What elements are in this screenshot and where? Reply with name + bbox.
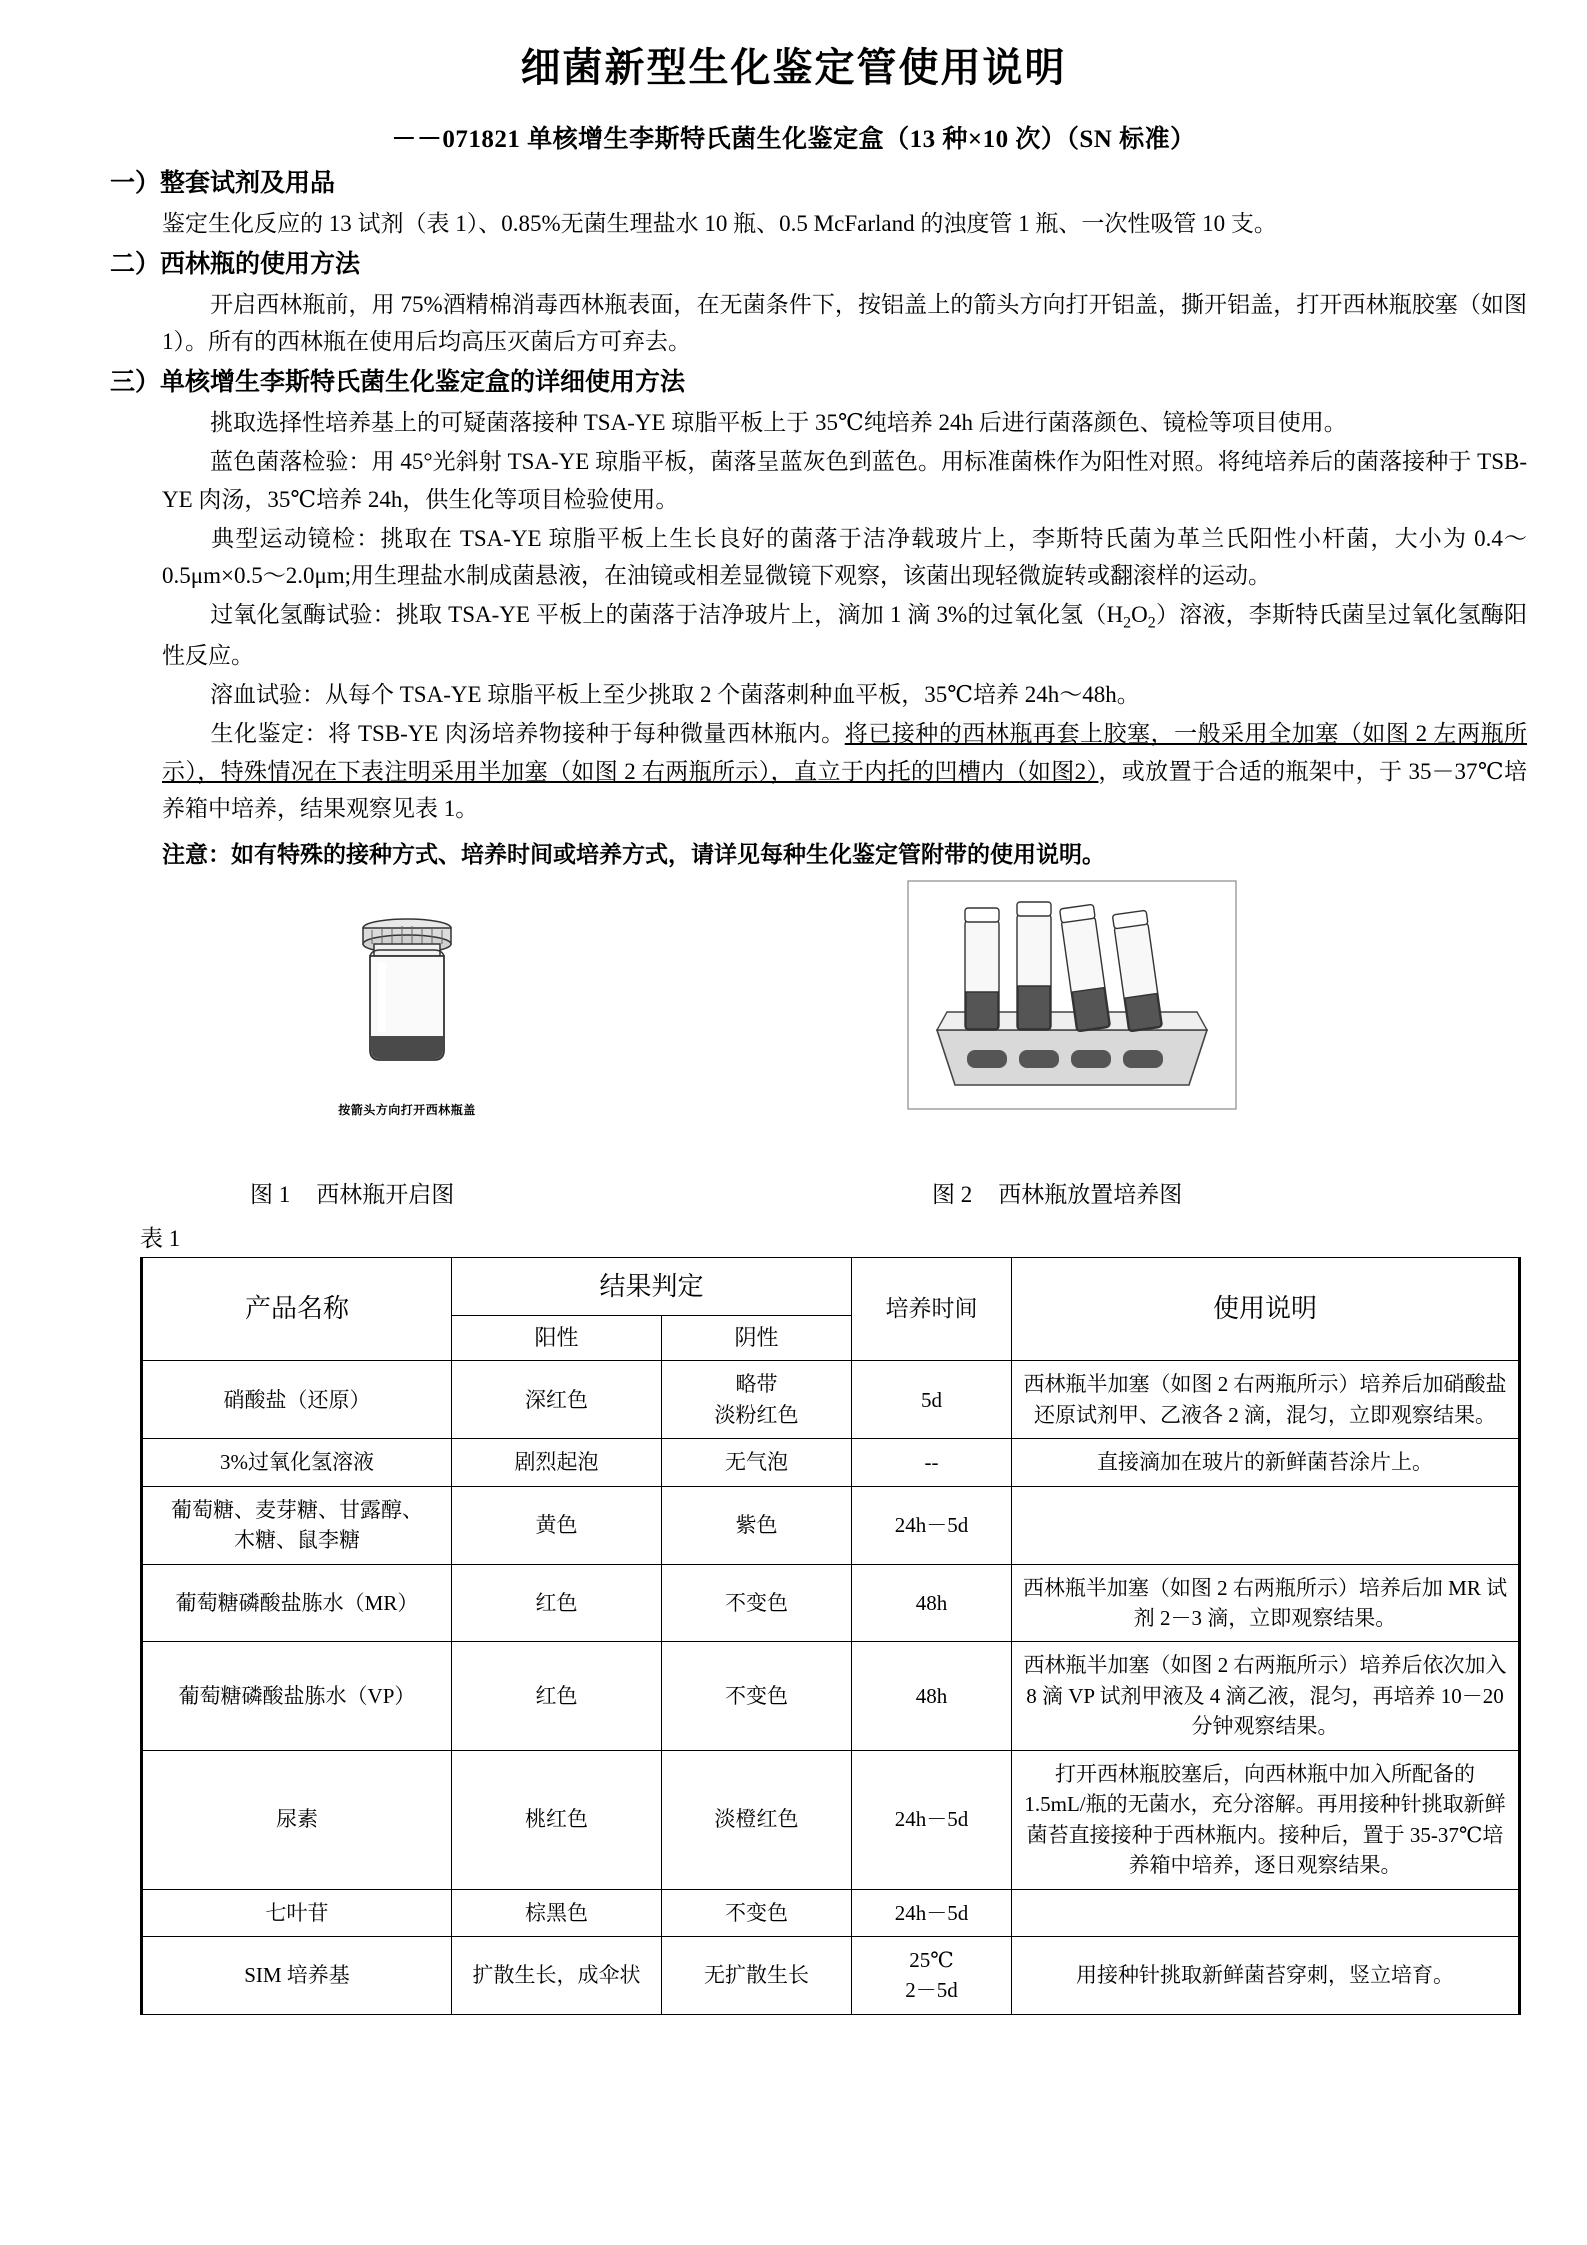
cell-negative: 无气泡 — [662, 1439, 852, 1486]
cell-product: 葡萄糖磷酸盐胨水（VP） — [142, 1642, 452, 1750]
cell-usage: 直接滴加在玻片的新鲜菌苔涂片上。 — [1012, 1439, 1520, 1486]
table-label: 表 1 — [140, 1225, 181, 1251]
figures-row — [52, 900, 1535, 1170]
header-result: 结果判定 — [452, 1257, 852, 1316]
note-text: 如有特殊的接种方式、培养时间或培养方式，请详见每种生化鉴定管附带的使用说明。 — [231, 842, 1105, 867]
cell-positive: 黄色 — [452, 1486, 662, 1564]
cell-time: 5d — [852, 1361, 1012, 1439]
cell-product: 葡萄糖磷酸盐胨水（MR） — [142, 1564, 452, 1642]
cell-positive: 红色 — [452, 1642, 662, 1750]
vial-rack-illustration — [907, 880, 1237, 1110]
table-row — [142, 1486, 1520, 1564]
cell-usage — [1012, 1889, 1520, 1936]
paragraph-5: 典型运动镜检：挑取在 TSA-YE 琼脂平板上生长良好的菌落于洁净载玻片上，李斯特氏菌为革兰氏阳性小杆菌，大小为 0.4～0.5μm×0.5～2.0μm;用生理盐水制成菌悬液，在油镜或相差显微镜下观察，该菌出现轻微旋转或翻滚样的运动。 — [162, 525, 1527, 588]
results-table — [140, 1257, 1521, 2015]
section-heading-1: 一）整套试剂及用品 — [110, 170, 336, 197]
cell-positive: 桃红色 — [452, 1750, 662, 1889]
cell-negative: 略带 淡粉红色 — [662, 1361, 852, 1439]
figure-2-caption: 图 2 西林瓶放置培养图 — [932, 1181, 1183, 1207]
header-positive: 阳性 — [452, 1316, 662, 1361]
cell-negative: 紫色 — [662, 1486, 852, 1564]
cell-usage: 西林瓶半加塞（如图 2 右两瓶所示）培养后加 MR 试剂 2－3 滴，立即观察结果。 — [1012, 1564, 1520, 1642]
header-product: 产品名称 — [142, 1257, 452, 1361]
cell-time: 48h — [852, 1642, 1012, 1750]
cell-product: 硝酸盐（还原） — [142, 1361, 452, 1439]
cell-negative: 不变色 — [662, 1889, 852, 1936]
cell-product: SIM 培养基 — [142, 1936, 452, 2014]
cell-positive: 扩散生长，成伞状 — [452, 1936, 662, 2014]
cell-positive: 红色 — [452, 1564, 662, 1642]
header-time: 培养时间 — [852, 1257, 1012, 1361]
cell-usage: 西林瓶半加塞（如图 2 右两瓶所示）培养后加硝酸盐还原试剂甲、乙液各 2 滴，混匀，立即观察结果。 — [1012, 1361, 1520, 1439]
paragraph-2: 开启西林瓶前，用 75%酒精棉消毒西林瓶表面，在无菌条件下，按铝盖上的箭头方向打开铝盖，撕开铝盖，打开西林瓶胶塞（如图 1）。所有的西林瓶在使用后均高压灭菌后方可弃去。 — [162, 291, 1527, 354]
table-body — [142, 1361, 1520, 2014]
section-heading-3: 三）单核增生李斯特氏菌生化鉴定盒的详细使用方法 — [110, 369, 686, 397]
paragraph-8: 生化鉴定：将 TSB-YE 肉汤培养物接种于每种微量西林瓶内。将已接种的西林瓶再套上胶塞，一般采用全加塞（如图 2 左两瓶所示），特殊情况在下表注明采用半加塞（如图 2 右两瓶所示），直立于内托的凹槽内（如图2），或放置于合适的瓶架中，于 35－37℃培养箱中培养，结果观察见表 1。 — [162, 721, 1528, 821]
cell-negative: 不变色 — [662, 1642, 852, 1750]
cell-negative: 淡橙红色 — [662, 1750, 852, 1889]
page-title: 细菌新型生化鉴定管使用说明 — [520, 46, 1067, 90]
cell-product: 七叶苷 — [142, 1889, 452, 1936]
table-row — [142, 1642, 1520, 1750]
cell-usage: 用接种针挑取新鲜菌苔穿刺，竖立培育。 — [1012, 1936, 1520, 2014]
header-negative: 阴性 — [662, 1316, 852, 1361]
table-header-row-1 — [142, 1257, 1520, 1316]
figure-captions — [52, 1176, 1535, 1218]
cell-time: 24h－5d — [852, 1486, 1012, 1564]
table-head — [142, 1257, 1520, 1361]
cell-positive: 剧烈起泡 — [452, 1439, 662, 1486]
cell-time: 48h — [852, 1564, 1012, 1642]
table-row — [142, 1564, 1520, 1642]
table-row — [142, 1936, 1520, 2014]
paragraph-4: 蓝色菌落检验：用 45°光斜射 TSA-YE 琼脂平板，菌落呈蓝灰色到蓝色。用标准菌株作为阳性对照。将纯培养后的菌落接种于 TSB-YE 肉汤，35℃培养 24h，供生化等项目检验使用。 — [162, 449, 1527, 512]
cell-usage: 打开西林瓶胶塞后，向西林瓶中加入所配备的 1.5mL/瓶的无菌水，充分溶解。再用接种针挑取新鲜菌苔直接接种于西林瓶内。接种后，置于 35-37℃培养箱中培养，逐日观察结果。 — [1012, 1750, 1520, 1889]
table-row — [142, 1361, 1520, 1439]
cell-time: 24h－5d — [852, 1889, 1012, 1936]
paragraph-7: 溶血试验：从每个 TSA-YE 琼脂平板上至少挑取 2 个菌落刺种血平板，35℃培养 24h～48h。 — [210, 682, 1140, 707]
note-label: 注意： — [162, 842, 231, 867]
cell-positive: 棕黑色 — [452, 1889, 662, 1936]
vial-opening-illustration — [302, 900, 512, 1090]
cell-time: 25℃ 2－5d — [852, 1936, 1012, 2014]
cell-negative: 不变色 — [662, 1564, 852, 1642]
cell-negative: 无扩散生长 — [662, 1936, 852, 2014]
header-usage: 使用说明 — [1012, 1257, 1520, 1361]
figure-1 — [302, 900, 512, 1118]
table-row — [142, 1889, 1520, 1936]
figure-2 — [907, 880, 1237, 1115]
table-row — [142, 1439, 1520, 1486]
cell-positive: 深红色 — [452, 1361, 662, 1439]
cell-usage — [1012, 1486, 1520, 1564]
cell-time: 24h－5d — [852, 1750, 1012, 1889]
paragraph-6: 过氧化氢酶试验：挑取 TSA-YE 平板上的菌落于洁净玻片上，滴加 1 滴 3%的过氧化氢$(H_2O_2)$溶液，李斯特氏菌呈过氧化氢酶阳性反应。 — [162, 602, 1528, 668]
figure-1-inner-label: 按箭头方向打开西林瓶盖 — [338, 1102, 476, 1117]
paragraph-1: 鉴定生化反应的 13 试剂（表 1）、0.85%无菌生理盐水 10 瓶、0.5 McFarland 的浊度管 1 瓶、一次性吸管 10 支。 — [162, 210, 1277, 236]
cell-product: 尿素 — [142, 1750, 452, 1889]
paragraph-3: 挑取选择性培养基上的可疑菌落接种 TSA-YE 琼脂平板上于 35℃纯培养 24h 后进行菌落颜色、镜检等项目使用。 — [210, 410, 1347, 435]
cell-product: 3%过氧化氢溶液 — [142, 1439, 452, 1486]
note-paragraph — [52, 837, 1535, 874]
cell-usage: 西林瓶半加塞（如图 2 右两瓶所示）培养后依次加入 8 滴 VP 试剂甲液及 4 滴乙液，混匀，再培养 10－20 分钟观察结果。 — [1012, 1642, 1520, 1750]
paragraph-8-underlined: 将已接种的西林瓶再套上胶塞，一般采用全加塞（如图 2 左两瓶所示），特殊情况在下表注明采用半加塞（如图 2 右两瓶所示），直立于内托的凹槽内（如图2） — [162, 721, 1528, 784]
document-subtitle: －－071821 单核增生李斯特氏菌生化鉴定盒（13 种×10 次）（SN 标准） — [391, 126, 1196, 153]
figure-1-caption: 图 1 西林瓶开启图 — [250, 1181, 455, 1207]
cell-time: -- — [852, 1439, 1012, 1486]
section-heading-2: 二）西林瓶的使用方法 — [110, 251, 361, 278]
table-row — [142, 1750, 1520, 1889]
cell-product: 葡萄糖、麦芽糖、甘露醇、 木糖、鼠李糖 — [142, 1486, 452, 1564]
